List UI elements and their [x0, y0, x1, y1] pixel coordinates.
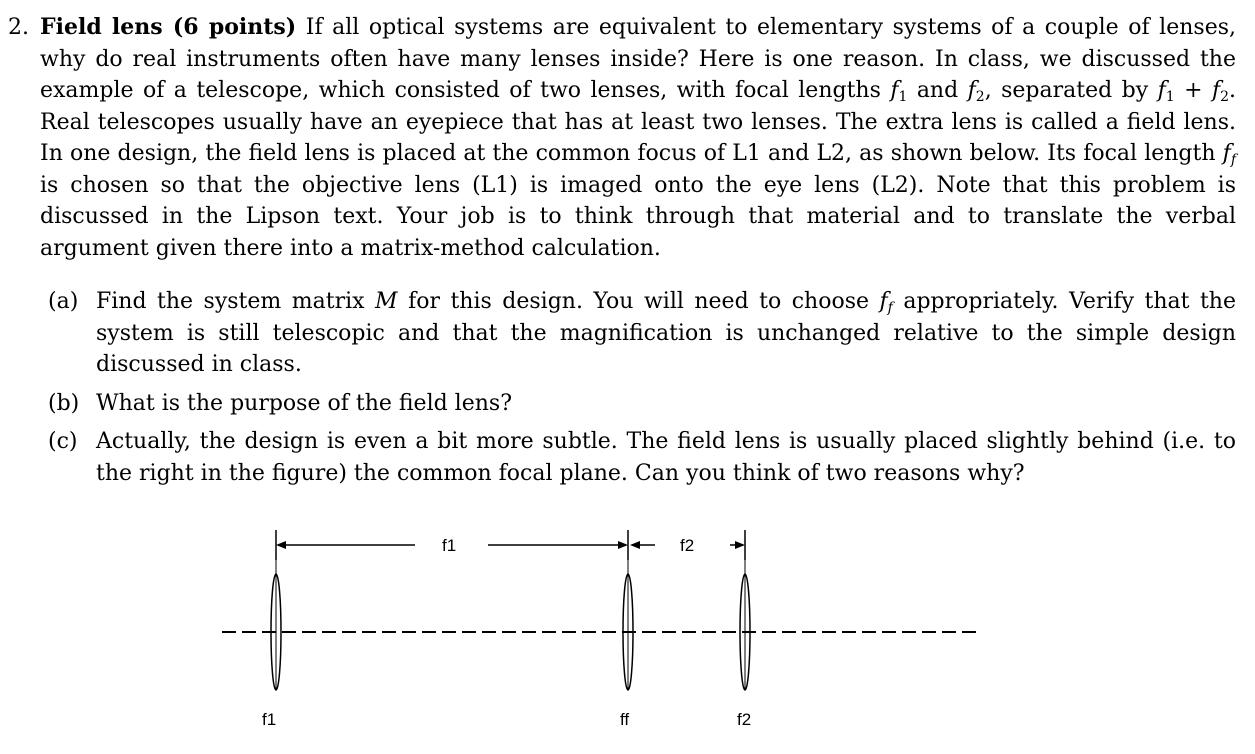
intro-text-5: is chosen so that the objective lens (L1) is imaged onto the eye lens (L2). Note that this problem is discussed in the Lipson text. Your job is to think through that material and to translate the verbal argument given there into a matrix-method calculation. — [40, 172, 1236, 261]
arrow-head — [276, 541, 286, 549]
subscript: 1 — [898, 89, 908, 105]
intro-text-3: , separated by — [984, 78, 1158, 103]
part-c-text: Actually, the design is even a bit more subtle. The field lens is usually placed slightly behind (i.e. to the right in the figure) the common focal plane. Can you think of two reasons why? — [96, 429, 1236, 486]
part-b — [40, 388, 1236, 420]
subscript: 2 — [975, 89, 985, 105]
symbol-m: M — [375, 289, 398, 314]
problem-title: Field lens (6 points) — [40, 14, 297, 40]
part-a-text-2: for this design. You will need to choose — [397, 289, 880, 314]
part-label: (c) — [48, 429, 78, 454]
problem-number: 2. — [8, 15, 29, 40]
intro-text-4: . Real telescopes usually have an eyepiece that has at least two lenses. The extra lens is called a field lens. In one design, the field lens is placed at the common focus of L1 and L2, as shown below. Its focal length — [40, 78, 1237, 166]
intro-text-2: and — [907, 78, 968, 103]
part-label: (a) — [48, 289, 79, 314]
arrow-head — [618, 541, 628, 549]
problem-body — [40, 12, 1236, 264]
part-label: (b) — [48, 390, 80, 416]
part-b-text: What is the purpose of the field lens? — [96, 390, 512, 416]
problem-statement — [8, 12, 1236, 264]
dimension-label-f2: f2 — [680, 536, 695, 555]
lens-label-f2: f2 — [737, 710, 752, 729]
part-a-text-3: appropriately. Verify that the system is still telescopic and that the magnification is unchanged relative to the simple design discussed in class. — [96, 289, 1236, 377]
symbol-f: f — [1211, 78, 1221, 103]
part-a-text-1: Find the system matrix — [96, 289, 376, 314]
part-a — [40, 286, 1236, 381]
arrow-head — [735, 541, 745, 549]
lens-label-f1: f1 — [262, 710, 277, 729]
subscript: f — [1230, 152, 1236, 168]
subscript: f — [887, 300, 893, 316]
intro-text-1: If all optical systems are equivalent to elementary systems of a couple of lenses, why do real instruments often have many lenses inside? Here is one reason. In class, we discussed the example of a telescope, which consisted of two lenses, with focal lengths — [40, 15, 1236, 103]
symbol-f: f — [1157, 78, 1166, 103]
symbol-f: f — [879, 289, 888, 314]
symbol-f: f — [890, 78, 899, 103]
part-c — [40, 426, 1236, 489]
arrow-head — [630, 541, 640, 549]
symbol-f: f — [967, 78, 976, 103]
plus-sign: + — [1174, 78, 1212, 103]
lens-label-ff: ff — [620, 710, 630, 729]
symbol-f: f — [1222, 141, 1231, 166]
subscript: 2 — [1220, 89, 1230, 105]
problem-parts — [40, 286, 1236, 496]
dimension-label-f1: f1 — [442, 536, 457, 555]
subscript: 1 — [1165, 89, 1175, 105]
lens-diagram — [200, 520, 1000, 745]
